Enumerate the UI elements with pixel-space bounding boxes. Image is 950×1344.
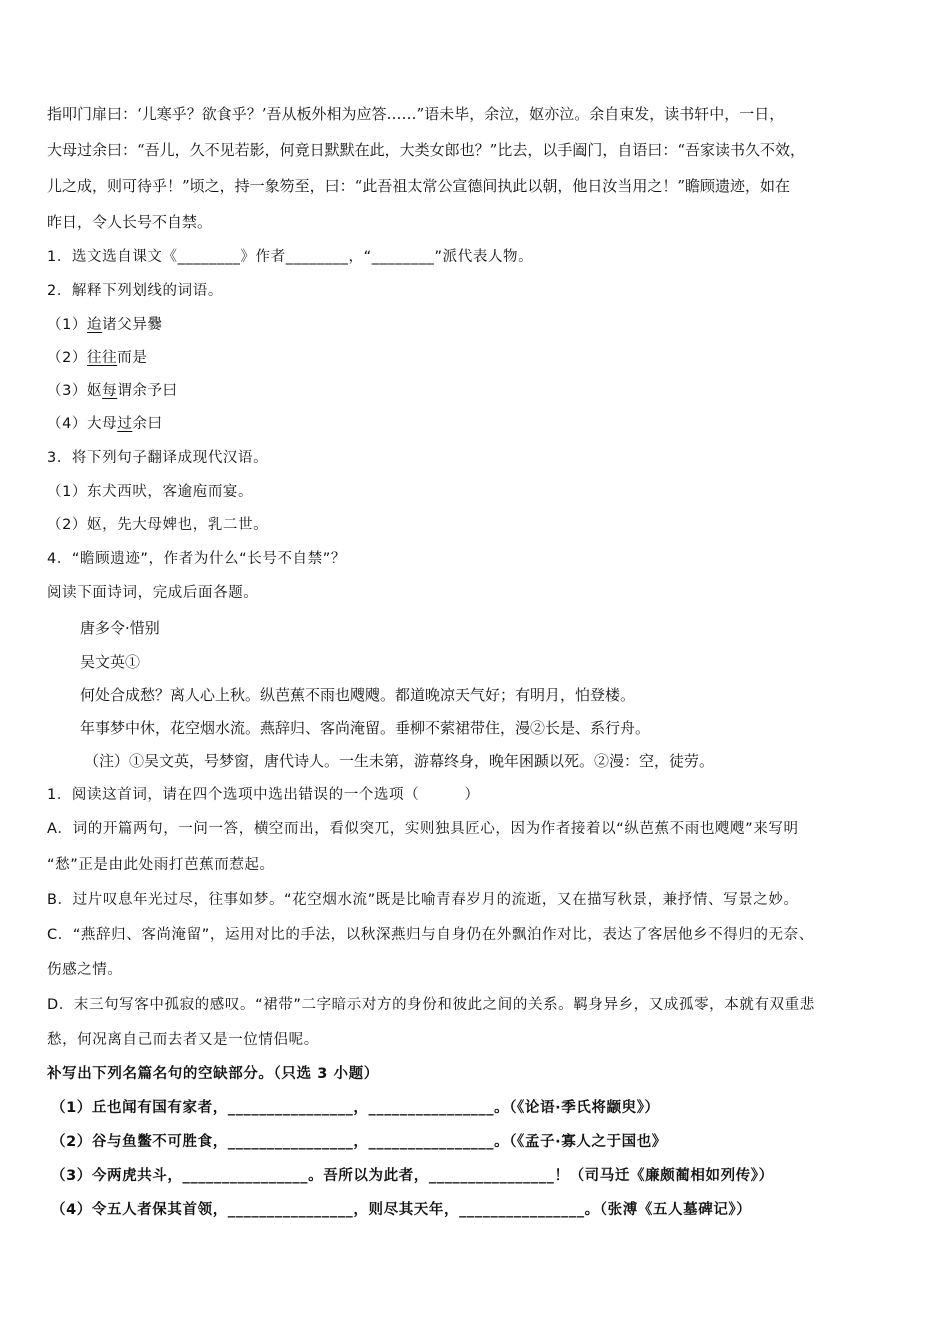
underlined-word: 每	[102, 383, 118, 399]
question-4: 4．“瞻顾遗迹”，作者为什么“长号不自禁”？	[47, 551, 346, 567]
question-2: 2．解释下列划线的词语。	[47, 283, 223, 299]
translate-item: （1）东犬西吠，客逾庖而宴。	[47, 484, 254, 500]
poem-line-1: 何处合成愁？离人心上秋。纵芭蕉不雨也飕飕。都道晚凉天气好；有明月，怕登楼。	[80, 686, 636, 704]
passage-line-4: 昨日，令人长号不自禁。	[47, 213, 213, 231]
passage-line-1: 指叩门扉曰：‘儿寒乎？欲食乎？’吾从板外相为应答……”语未毕，余泣，妪亦泣。余自束发，读书轩中，一日，	[47, 105, 785, 123]
vocab-item: （4）大母过余曰	[47, 416, 163, 432]
option-d: D．末三句写客中孤寂的感叹。“裙带”二字暗示对方的身份和彼此之间的关系。羁身异乡，又成孤零，本就有双重悲	[47, 997, 815, 1013]
poem-line-2: 年事梦中休，花空烟水流。燕辞归、客尚淹留。垂柳不萦裙带住，漫②长是、系行舟。	[80, 719, 651, 737]
question-1: 1．选文选自课文《________》作者________，“________”派代表人物。	[47, 249, 534, 265]
option-d-cont: 愁，何况离自己而去者又是一位情侣呢。	[47, 1032, 319, 1048]
passage-line-2: 大母过余曰：“吾儿，久不见若影，何竟日默默在此，大类女郎也？”比去，以手阖门，自语曰：“吾家读书久不效，	[47, 141, 806, 159]
underlined-word: 过	[117, 416, 133, 432]
option-c-cont: 伤感之情。	[47, 962, 123, 978]
option-a: A．词的开篇两句，一问一答，横空而出，看似突兀，实则独具匠心，因为作者接着以“纵芭蕉不雨也飕飕”来写明	[47, 821, 799, 837]
poem-intro: 阅读下面诗词，完成后面各题。	[47, 585, 259, 601]
question-3: 3．将下列句子翻译成现代汉语。	[47, 450, 269, 466]
poem-note: （注）①吴文英，号梦窗，唐代诗人。一生未第，游幕终身，晚年困踬以死。②漫：空，徒劳。	[84, 752, 715, 770]
fill-item: （3）今两虎共斗，________________。吾所以为此者，________________！（司马迁《廉颇蔺相如列传》）	[51, 1168, 774, 1184]
poem-title: 唐多令·惜别	[80, 619, 160, 637]
passage-line-3: 儿之成，则可待乎！”顷之，持一象笏至，曰：“此吾祖太常公宣德间执此以朝，他日汝当用之！”瞻顾遗迹，如在	[47, 177, 791, 195]
fill-item: （4）令五人者保其首领，________________，则尽其天年，________________。（张溥《五人墓碑记》）	[51, 1202, 752, 1218]
poem-author: 吴文英①	[80, 653, 141, 671]
fill-heading: 补写出下列名篇名句的空缺部分。（只选 3 小题）	[47, 1066, 379, 1082]
underlined-word: 往往	[87, 350, 118, 366]
vocab-item: （1）迨诸父异爨	[47, 317, 163, 333]
translate-item: （2）妪，先大母婢也，乳二世。	[47, 517, 269, 533]
fill-item: （2）谷与鱼鳖不可胜食，________________，________________。（《孟子·寡人之于国也》	[51, 1134, 667, 1150]
fill-item: （1）丘也闻有国有家者，________________，________________。（《论语·季氏将颛臾》）	[51, 1100, 660, 1116]
option-c: C．“燕辞归、客尚淹留”，运用对比的手法，以秋深燕归与自身仍在外飘泊作对比，表达了客居他乡不得归的无奈、	[47, 927, 814, 943]
poem-question: 1．阅读这首词，请在四个选项中选出错误的一个选项（ ）	[47, 787, 480, 803]
vocab-item: （3）妪每谓余予曰	[47, 383, 178, 399]
vocab-item: （2）往往而是	[47, 350, 148, 366]
underlined-word: 迨	[87, 317, 103, 333]
option-a-cont: “愁”正是由此处雨打芭蕉而惹起。	[47, 857, 275, 873]
option-b: B．过片叹息年光过尽，往事如梦。“花空烟水流”既是比喻青春岁月的流逝，又在描写秋景，兼抒情、写景之妙。	[47, 892, 799, 908]
